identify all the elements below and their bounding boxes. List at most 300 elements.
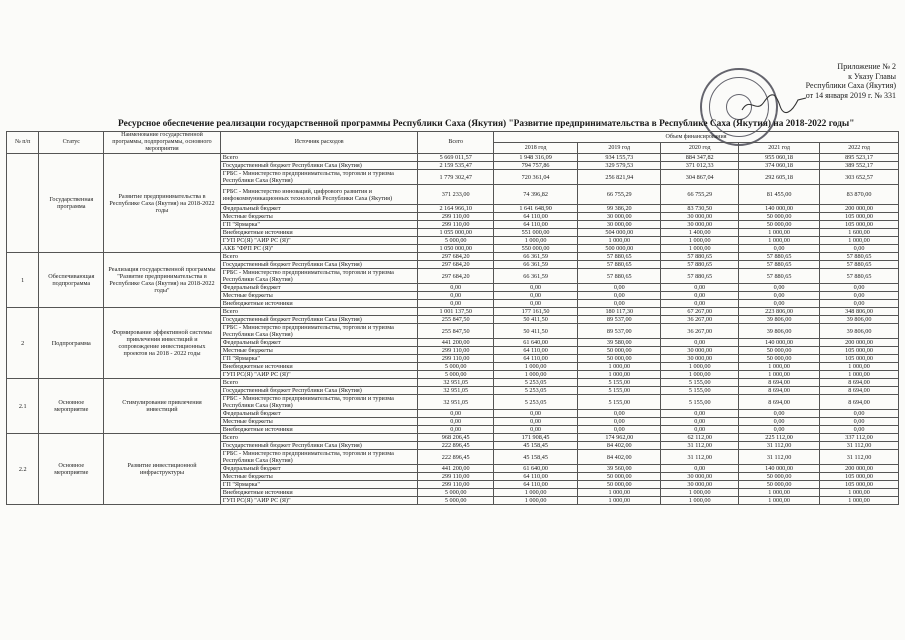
cell-year-value: 0,00	[739, 245, 820, 253]
cell-year-value: 39 806,00	[820, 324, 899, 339]
cell-year-value: 66 755,29	[661, 185, 739, 205]
cell-year-value: 1 000,00	[493, 489, 577, 497]
header-total: Всего	[418, 132, 494, 154]
cell-total: 32 951,05	[418, 395, 494, 410]
appendix-line: Республики Саха (Якутия)	[805, 81, 896, 90]
cell-year-value: 200 000,00	[820, 339, 899, 347]
cell-year-value: 50 000,00	[739, 481, 820, 489]
row-source: ГРБС - Министерство предпринимательства, торговли и туризма Республики Саха (Якутия)	[220, 395, 418, 410]
cell-year-value: 1 000,00	[493, 497, 577, 505]
cell-year-value: 57 880,65	[578, 261, 661, 269]
cell-year-value: 62 112,00	[661, 434, 739, 442]
cell-year-value: 8 694,00	[820, 387, 899, 395]
cell-year-value: 303 652,57	[820, 170, 899, 185]
cell-year-value: 1 000,00	[578, 371, 661, 379]
cell-total: 2 159 535,47	[418, 162, 494, 170]
table-row	[7, 434, 899, 442]
cell-year-value: 8 694,00	[820, 379, 899, 387]
row-name: Реализация государственной программы "Развитие предпринимательства в Республике Саха (Якутия) на 2018-2022 годы"	[104, 253, 221, 308]
cell-year-value: 30 000,00	[661, 355, 739, 363]
cell-year-value: 1 000,00	[578, 497, 661, 505]
cell-year-value: 8 694,00	[820, 395, 899, 410]
cell-year-value: 81 455,00	[739, 185, 820, 205]
cell-year-value: 1 600,00	[820, 229, 899, 237]
table-row	[7, 253, 899, 261]
cell-year-value: 61 640,00	[493, 465, 577, 473]
cell-year-value: 0,00	[578, 284, 661, 292]
cell-year-value: 5 253,05	[493, 387, 577, 395]
row-source: ГРБС - Министерство инноваций, цифрового развития и инфокоммуникационных технологий Республики Саха (Якутия)	[220, 185, 418, 205]
cell-total: 32 951,05	[418, 379, 494, 387]
row-source: ГУП РС(Я) "АИР РС (Я)"	[220, 497, 418, 505]
row-number: 2.1	[7, 379, 39, 434]
cell-year-value: 1 000,00	[739, 497, 820, 505]
cell-total: 5 000,00	[418, 497, 494, 505]
row-number: 2.2	[7, 434, 39, 505]
row-status: Государственная программа	[39, 154, 104, 253]
row-source: ГУП РС(Я) "АИР РС (Я)"	[220, 237, 418, 245]
table-row	[7, 308, 899, 316]
cell-total: 1 055 000,00	[418, 229, 494, 237]
cell-year-value: 5 253,05	[493, 395, 577, 410]
cell-year-value: 50 000,00	[578, 481, 661, 489]
row-source: Внебюджетные источники	[220, 489, 418, 497]
cell-year-value: 1 000,00	[578, 237, 661, 245]
cell-year-value: 89 537,00	[578, 316, 661, 324]
cell-year-value: 105 000,00	[820, 473, 899, 481]
cell-year-value: 0,00	[661, 339, 739, 347]
appendix-note	[766, 62, 896, 100]
cell-year-value: 99 386,20	[578, 205, 661, 213]
cell-year-value: 1 400,00	[661, 229, 739, 237]
appendix-line: к Указу Главы	[848, 71, 896, 81]
cell-year-value: 1 000,00	[739, 229, 820, 237]
cell-year-value: 934 155,73	[578, 154, 661, 162]
cell-year-value: 1 000,00	[739, 371, 820, 379]
cell-year-value: 1 641 648,90	[493, 205, 577, 213]
cell-year-value: 50 411,50	[493, 324, 577, 339]
cell-year-value: 0,00	[661, 418, 739, 426]
row-source: Государственный бюджет Республики Саха (Якутия)	[220, 261, 418, 269]
cell-year-value: 0,00	[739, 284, 820, 292]
cell-year-value: 45 158,45	[493, 442, 577, 450]
cell-year-value: 1 948 316,09	[493, 154, 577, 162]
cell-year-value: 50 000,00	[739, 355, 820, 363]
row-source: Местные бюджеты	[220, 418, 418, 426]
row-source: Государственный бюджет Республики Саха (Якутия)	[220, 387, 418, 395]
row-source: ГП "Ярмарка"	[220, 481, 418, 489]
cell-year-value: 30 000,00	[578, 213, 661, 221]
cell-year-value: 0,00	[578, 418, 661, 426]
cell-year-value: 5 155,00	[578, 387, 661, 395]
cell-total: 5 000,00	[418, 237, 494, 245]
cell-total: 371 233,00	[418, 185, 494, 205]
cell-year-value: 61 640,00	[493, 339, 577, 347]
row-source: Государственный бюджет Республики Саха (Якутия)	[220, 316, 418, 324]
row-source: Местные бюджеты	[220, 347, 418, 355]
cell-year-value: 64 110,00	[493, 473, 577, 481]
cell-year-value: 1 000,00	[739, 363, 820, 371]
cell-year-value: 1 000,00	[661, 363, 739, 371]
cell-year-value: 50 000,00	[739, 473, 820, 481]
row-source: Федеральный бюджет	[220, 410, 418, 418]
cell-total: 299 110,00	[418, 481, 494, 489]
row-number	[7, 154, 39, 253]
cell-total: 1 779 302,47	[418, 170, 494, 185]
cell-year-value: 5 155,00	[661, 387, 739, 395]
cell-year-value: 5 155,00	[661, 379, 739, 387]
cell-year-value: 57 880,65	[820, 253, 899, 261]
cell-year-value: 895 523,17	[820, 154, 899, 162]
cell-year-value: 30 000,00	[661, 473, 739, 481]
cell-total: 5 000,00	[418, 363, 494, 371]
header-2018: 2018 год	[493, 143, 577, 154]
cell-year-value: 64 110,00	[493, 355, 577, 363]
cell-year-value: 0,00	[661, 292, 739, 300]
cell-year-value: 1 000,00	[820, 371, 899, 379]
cell-year-value: 31 112,00	[739, 450, 820, 465]
cell-year-value: 39 560,00	[578, 465, 661, 473]
cell-year-value: 1 000,00	[661, 497, 739, 505]
cell-year-value: 36 267,00	[661, 324, 739, 339]
row-source: ГРБС - Министерство предпринимательства, торговли и туризма Республики Саха (Якутия)	[220, 269, 418, 284]
cell-year-value: 140 000,00	[739, 465, 820, 473]
row-source: Всего	[220, 154, 418, 162]
cell-year-value: 83 730,50	[661, 205, 739, 213]
cell-year-value: 0,00	[820, 284, 899, 292]
row-name: Формирование эффективной системы привлечения инвестиций и сопровождение инвестиционных проектов на 2018 - 2022 годы	[104, 308, 221, 379]
cell-year-value: 57 880,65	[578, 253, 661, 261]
row-source: Местные бюджеты	[220, 292, 418, 300]
row-source: Федеральный бюджет	[220, 339, 418, 347]
cell-year-value: 0,00	[578, 426, 661, 434]
row-source: Внебюджетные источники	[220, 229, 418, 237]
cell-total: 297 684,20	[418, 261, 494, 269]
cell-year-value: 329 579,53	[578, 162, 661, 170]
header-name: Наименование государственной программы, подпрограммы, основного мероприятия	[104, 132, 221, 154]
cell-year-value: 39 806,00	[739, 324, 820, 339]
cell-year-value: 1 000,00	[661, 489, 739, 497]
header-status: Статус	[39, 132, 104, 154]
cell-year-value: 0,00	[493, 300, 577, 308]
cell-total: 299 110,00	[418, 473, 494, 481]
cell-year-value: 50 000,00	[739, 221, 820, 229]
cell-total: 5 000,00	[418, 489, 494, 497]
row-source: АКБ "ФРП РС (Я)"	[220, 245, 418, 253]
cell-total: 0,00	[418, 426, 494, 434]
row-status: Подпрограмма	[39, 308, 104, 379]
cell-year-value: 30 000,00	[578, 221, 661, 229]
row-source: Всего	[220, 379, 418, 387]
cell-total: 5 669 011,57	[418, 154, 494, 162]
cell-year-value: 64 110,00	[493, 213, 577, 221]
row-status: Основное мероприятие	[39, 434, 104, 505]
row-source: ГРБС - Министерство предпринимательства, торговли и туризма Республики Саха (Якутия)	[220, 170, 418, 185]
cell-year-value: 31 112,00	[820, 442, 899, 450]
cell-total: 299 110,00	[418, 355, 494, 363]
cell-year-value: 0,00	[661, 284, 739, 292]
cell-year-value: 0,00	[739, 418, 820, 426]
cell-year-value: 1 000,00	[493, 237, 577, 245]
cell-year-value: 0,00	[739, 410, 820, 418]
cell-year-value: 0,00	[820, 245, 899, 253]
cell-year-value: 225 112,00	[739, 434, 820, 442]
cell-year-value: 67 267,00	[661, 308, 739, 316]
cell-year-value: 0,00	[493, 418, 577, 426]
cell-year-value: 0,00	[820, 300, 899, 308]
cell-year-value: 0,00	[820, 418, 899, 426]
cell-year-value: 50 000,00	[578, 473, 661, 481]
row-name: Стимулирование привлечения инвестиций	[104, 379, 221, 434]
row-source: Всего	[220, 434, 418, 442]
cell-total: 0,00	[418, 410, 494, 418]
cell-year-value: 0,00	[578, 410, 661, 418]
cell-total: 0,00	[418, 284, 494, 292]
cell-total: 0,00	[418, 300, 494, 308]
cell-year-value: 1 000,00	[820, 363, 899, 371]
cell-year-value: 57 880,65	[578, 269, 661, 284]
cell-year-value: 0,00	[578, 292, 661, 300]
cell-year-value: 389 552,17	[820, 162, 899, 170]
header-row	[7, 132, 899, 143]
cell-year-value: 50 000,00	[739, 347, 820, 355]
cell-year-value: 105 000,00	[820, 221, 899, 229]
cell-year-value: 30 000,00	[661, 481, 739, 489]
cell-year-value: 551 000,00	[493, 229, 577, 237]
row-source: ГП "Ярмарка"	[220, 355, 418, 363]
header-num: № п/п	[7, 132, 39, 154]
cell-year-value: 0,00	[739, 292, 820, 300]
cell-year-value: 0,00	[661, 465, 739, 473]
cell-year-value: 50 000,00	[578, 355, 661, 363]
cell-total: 2 164 966,10	[418, 205, 494, 213]
cell-year-value: 39 806,00	[820, 316, 899, 324]
cell-year-value: 140 000,00	[739, 205, 820, 213]
row-status: Основное мероприятие	[39, 379, 104, 434]
cell-year-value: 0,00	[661, 300, 739, 308]
cell-year-value: 292 605,18	[739, 170, 820, 185]
cell-year-value: 39 580,00	[578, 339, 661, 347]
cell-total: 441 200,00	[418, 339, 494, 347]
cell-year-value: 45 158,45	[493, 450, 577, 465]
cell-year-value: 57 880,65	[661, 269, 739, 284]
cell-year-value: 1 000,00	[820, 237, 899, 245]
cell-year-value: 66 361,59	[493, 269, 577, 284]
cell-year-value: 66 361,59	[493, 261, 577, 269]
row-source: ГУП РС(Я) "АИР РС (Я)"	[220, 371, 418, 379]
cell-year-value: 1 000,00	[739, 237, 820, 245]
cell-year-value: 64 110,00	[493, 481, 577, 489]
cell-year-value: 64 110,00	[493, 347, 577, 355]
cell-total: 299 110,00	[418, 347, 494, 355]
cell-year-value: 884 347,82	[661, 154, 739, 162]
cell-year-value: 0,00	[739, 300, 820, 308]
row-source: ГП "Ярмарка"	[220, 221, 418, 229]
cell-year-value: 0,00	[493, 284, 577, 292]
document-title: Ресурсное обеспечение реализации государственной программы Республики Саха (Якутия) "Развитие предпринимательства в Республике Саха (Якутия) на 2018-2022 годы"	[118, 119, 855, 129]
header-funding: Объем финансирования	[493, 132, 898, 143]
row-source: Федеральный бюджет	[220, 205, 418, 213]
cell-year-value: 256 821,94	[578, 170, 661, 185]
cell-year-value: 105 000,00	[820, 347, 899, 355]
cell-year-value: 180 117,30	[578, 308, 661, 316]
row-source: Федеральный бюджет	[220, 284, 418, 292]
cell-year-value: 500 000,00	[578, 245, 661, 253]
cell-year-value: 84 402,00	[578, 442, 661, 450]
row-number: 1	[7, 253, 39, 308]
row-source: Государственный бюджет Республики Саха (Якутия)	[220, 162, 418, 170]
cell-year-value: 337 112,00	[820, 434, 899, 442]
cell-year-value: 39 806,00	[739, 316, 820, 324]
cell-year-value: 89 537,00	[578, 324, 661, 339]
row-source: Всего	[220, 253, 418, 261]
cell-year-value: 5 155,00	[578, 379, 661, 387]
cell-year-value: 83 870,00	[820, 185, 899, 205]
row-source: ГРБС - Министерство предпринимательства, торговли и туризма Республики Саха (Якутия)	[220, 324, 418, 339]
cell-total: 299 110,00	[418, 221, 494, 229]
cell-total: 5 000,00	[418, 371, 494, 379]
cell-year-value: 0,00	[820, 426, 899, 434]
cell-year-value: 31 112,00	[820, 450, 899, 465]
row-source: Всего	[220, 308, 418, 316]
cell-year-value: 550 000,00	[493, 245, 577, 253]
cell-total: 1 001 137,50	[418, 308, 494, 316]
cell-year-value: 171 908,45	[493, 434, 577, 442]
cell-year-value: 0,00	[493, 410, 577, 418]
cell-total: 222 896,45	[418, 442, 494, 450]
cell-year-value: 105 000,00	[820, 355, 899, 363]
row-source: Внебюджетные источники	[220, 363, 418, 371]
cell-year-value: 105 000,00	[820, 481, 899, 489]
cell-year-value: 348 806,00	[820, 308, 899, 316]
cell-total: 299 110,00	[418, 213, 494, 221]
cell-year-value: 84 402,00	[578, 450, 661, 465]
table-body	[7, 154, 899, 505]
cell-total: 255 847,50	[418, 316, 494, 324]
cell-year-value: 1 000,00	[661, 245, 739, 253]
cell-year-value: 57 880,65	[820, 269, 899, 284]
cell-year-value: 371 012,33	[661, 162, 739, 170]
cell-year-value: 1 000,00	[578, 489, 661, 497]
cell-total: 1 050 000,00	[418, 245, 494, 253]
cell-year-value: 223 806,00	[739, 308, 820, 316]
cell-year-value: 50 411,50	[493, 316, 577, 324]
row-number: 2	[7, 308, 39, 379]
cell-year-value: 74 396,82	[493, 185, 577, 205]
cell-year-value: 0,00	[820, 292, 899, 300]
cell-year-value: 504 000,00	[578, 229, 661, 237]
cell-year-value: 36 267,00	[661, 316, 739, 324]
table-row	[7, 154, 899, 162]
cell-total: 32 951,05	[418, 387, 494, 395]
cell-year-value: 31 112,00	[661, 442, 739, 450]
cell-year-value: 1 000,00	[820, 497, 899, 505]
cell-year-value: 8 694,00	[739, 387, 820, 395]
cell-total: 297 684,20	[418, 269, 494, 284]
cell-year-value: 1 000,00	[493, 363, 577, 371]
cell-year-value: 8 694,00	[739, 379, 820, 387]
cell-year-value: 50 000,00	[739, 213, 820, 221]
appendix-line: Приложение № 2	[837, 62, 896, 71]
cell-total: 968 206,45	[418, 434, 494, 442]
header-2021: 2021 год	[739, 143, 820, 154]
cell-year-value: 1 000,00	[661, 371, 739, 379]
cell-total: 255 847,50	[418, 324, 494, 339]
cell-year-value: 5 253,05	[493, 379, 577, 387]
row-source: Внебюджетные источники	[220, 426, 418, 434]
cell-year-value: 374 060,18	[739, 162, 820, 170]
cell-total: 222 896,45	[418, 450, 494, 465]
cell-year-value: 0,00	[493, 292, 577, 300]
cell-year-value: 0,00	[493, 426, 577, 434]
cell-year-value: 1 000,00	[661, 237, 739, 245]
cell-year-value: 50 000,00	[578, 347, 661, 355]
cell-year-value: 955 060,18	[739, 154, 820, 162]
table-row	[7, 379, 899, 387]
cell-year-value: 30 000,00	[661, 213, 739, 221]
header-source: Источник расходов	[220, 132, 418, 154]
row-source: Местные бюджеты	[220, 213, 418, 221]
header-2022: 2022 год	[820, 143, 899, 154]
cell-year-value: 200 000,00	[820, 205, 899, 213]
cell-total: 297 684,20	[418, 253, 494, 261]
cell-year-value: 64 110,00	[493, 221, 577, 229]
cell-year-value: 30 000,00	[661, 347, 739, 355]
cell-year-value: 57 880,65	[739, 269, 820, 284]
cell-year-value: 105 000,00	[820, 213, 899, 221]
cell-year-value: 66 361,59	[493, 253, 577, 261]
row-status: Обеспечивающая подпрограмма	[39, 253, 104, 308]
cell-year-value: 140 000,00	[739, 339, 820, 347]
cell-total: 0,00	[418, 418, 494, 426]
cell-year-value: 304 867,04	[661, 170, 739, 185]
cell-year-value: 5 155,00	[661, 395, 739, 410]
cell-year-value: 0,00	[820, 410, 899, 418]
cell-year-value: 57 880,65	[820, 261, 899, 269]
cell-year-value: 1 000,00	[739, 489, 820, 497]
row-source: Внебюджетные источники	[220, 300, 418, 308]
cell-year-value: 31 112,00	[661, 450, 739, 465]
row-name: Развитие инвестиционной инфраструктуры	[104, 434, 221, 505]
cell-year-value: 174 962,00	[578, 434, 661, 442]
cell-year-value: 0,00	[661, 426, 739, 434]
cell-year-value: 57 880,65	[661, 253, 739, 261]
cell-year-value: 8 694,00	[739, 395, 820, 410]
cell-year-value: 720 361,04	[493, 170, 577, 185]
cell-year-value: 31 112,00	[739, 442, 820, 450]
cell-year-value: 200 000,00	[820, 465, 899, 473]
cell-year-value: 0,00	[578, 300, 661, 308]
row-name: Развитие предпринимательства в Республике Саха (Якутия) на 2018-2022 годы	[104, 154, 221, 253]
cell-year-value: 57 880,65	[739, 253, 820, 261]
cell-total: 441 200,00	[418, 465, 494, 473]
row-source: Федеральный бюджет	[220, 465, 418, 473]
cell-year-value: 66 755,29	[578, 185, 661, 205]
row-source: Местные бюджеты	[220, 473, 418, 481]
cell-year-value: 0,00	[661, 410, 739, 418]
cell-year-value: 30 000,00	[661, 221, 739, 229]
cell-year-value: 0,00	[739, 426, 820, 434]
cell-year-value: 5 155,00	[578, 395, 661, 410]
cell-year-value: 1 000,00	[493, 371, 577, 379]
cell-year-value: 57 880,65	[739, 261, 820, 269]
cell-total: 0,00	[418, 292, 494, 300]
header-2019: 2019 год	[578, 143, 661, 154]
row-source: ГРБС - Министерство предпринимательства, торговли и туризма Республики Саха (Якутия)	[220, 450, 418, 465]
cell-year-value: 794 757,86	[493, 162, 577, 170]
header-2020: 2020 год	[661, 143, 739, 154]
cell-year-value: 57 880,65	[661, 261, 739, 269]
